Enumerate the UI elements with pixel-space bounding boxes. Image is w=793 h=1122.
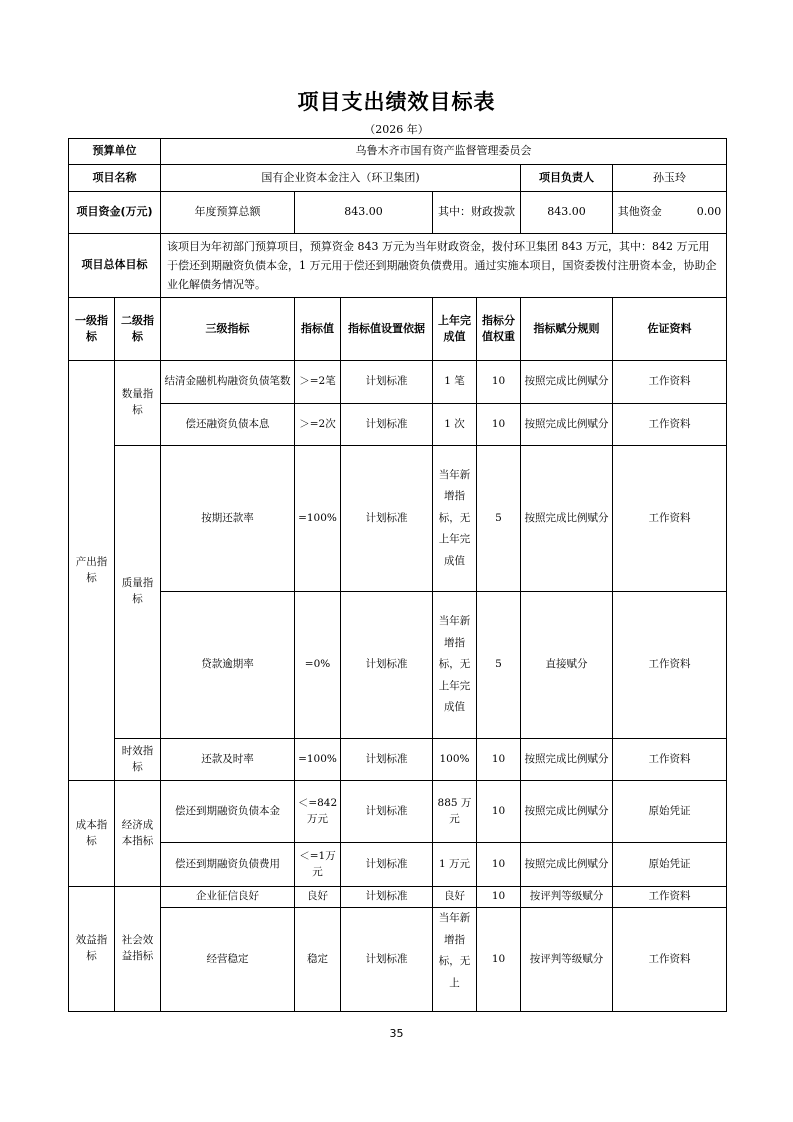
indicator-last-year: 100%: [433, 739, 477, 781]
project-owner-value: 孙玉玲: [613, 165, 727, 192]
funds-row: [69, 192, 727, 234]
indicator-value: ＞=2笔: [295, 361, 341, 404]
indicator-basis: 计划标准: [341, 446, 433, 592]
group-output-timeliness: 时效指标: [115, 739, 161, 781]
other-funds-value: 0.00: [696, 205, 722, 219]
page-title: 项目支出绩效目标表: [297, 90, 496, 114]
other-funds-label: 其他资金: [617, 205, 662, 219]
indicator-basis: 计划标准: [341, 739, 433, 781]
performance-table: [68, 138, 727, 1012]
indicator-basis: 计划标准: [341, 887, 433, 908]
col-last-year: 上年完成值: [433, 298, 477, 361]
budget-unit-row: [69, 139, 727, 165]
indicator-rule: 按评判等级赋分: [521, 887, 613, 908]
total-budget-value: 843.00: [295, 192, 433, 234]
group-output: 产出指标: [69, 361, 115, 781]
project-name-label: 项目名称: [69, 165, 161, 192]
indicator-weight: 10: [477, 739, 521, 781]
indicator-value: 良好: [295, 887, 341, 908]
indicator-name: 偿还到期融资负债本金: [161, 781, 295, 843]
indicator-weight: 10: [477, 781, 521, 843]
indicator-evidence: 工作资料: [613, 404, 727, 446]
indicator-name: 还款及时率: [161, 739, 295, 781]
indicator-last-year-text: 当年新增指标，无上: [438, 912, 471, 989]
year-label: （2026 年）: [364, 123, 429, 136]
indicator-name: 结清金融机构融资负债笔数: [161, 361, 295, 404]
indicator-last-year: 1 次: [433, 404, 477, 446]
table-row: [69, 446, 727, 592]
group-benefit-social: 社会效益指标: [115, 887, 161, 1012]
group-cost: 成本指标: [69, 781, 115, 887]
indicator-basis: 计划标准: [341, 843, 433, 887]
indicator-last-year: [433, 908, 477, 1012]
col-value: 指标值: [295, 298, 341, 361]
indicator-rule: 按照完成比例赋分: [521, 361, 613, 404]
group-output-quality: 质量指标: [115, 446, 161, 739]
indicator-last-year: 当年新增指标，无上年完成值: [433, 592, 477, 739]
indicator-name: 按期还款率: [161, 446, 295, 592]
table-row: [69, 404, 727, 446]
indicator-rule: 按照完成比例赋分: [521, 446, 613, 592]
col-evidence: 佐证资料: [613, 298, 727, 361]
col-rule: 指标赋分规则: [521, 298, 613, 361]
group-output-quantity: 数量指标: [115, 361, 161, 446]
indicator-basis: 计划标准: [341, 592, 433, 739]
indicator-last-year: 1 万元: [433, 843, 477, 887]
indicator-evidence: 工作资料: [613, 908, 727, 1012]
goal-label: 项目总体目标: [69, 234, 161, 298]
indicator-weight: 10: [477, 887, 521, 908]
indicator-basis: 计划标准: [341, 781, 433, 843]
other-funds-cell: [613, 192, 727, 234]
table-row: [69, 908, 727, 1012]
indicator-rule: 按照完成比例赋分: [521, 843, 613, 887]
indicator-value: ＞=2次: [295, 404, 341, 446]
project-owner-label: 项目负责人: [521, 165, 613, 192]
indicator-evidence: 原始凭证: [613, 781, 727, 843]
group-benefit: 效益指标: [69, 887, 115, 1012]
indicator-value: =100%: [295, 739, 341, 781]
indicator-last-year: 1 笔: [433, 361, 477, 404]
indicator-evidence: 原始凭证: [613, 843, 727, 887]
indicator-rule: 按照完成比例赋分: [521, 781, 613, 843]
column-header-row: [69, 298, 727, 361]
indicator-evidence: 工作资料: [613, 592, 727, 739]
indicator-basis: 计划标准: [341, 361, 433, 404]
budget-unit-value: 乌鲁木齐市国有资产监督管理委员会: [161, 139, 727, 165]
goal-row: [69, 234, 727, 298]
indicator-value: =100%: [295, 446, 341, 592]
indicator-weight: 10: [477, 404, 521, 446]
group-cost-economic: 经济成本指标: [115, 781, 161, 887]
indicator-value: ＜=842万元: [295, 781, 341, 843]
col-level2: 二级指标: [115, 298, 161, 361]
project-name-row: [69, 165, 727, 192]
indicator-value: 稳定: [295, 908, 341, 1012]
funds-label: 项目资金(万元): [69, 192, 161, 234]
indicator-value: =0%: [295, 592, 341, 739]
budget-unit-label: 预算单位: [69, 139, 161, 165]
table-row: [69, 361, 727, 404]
indicator-evidence: 工作资料: [613, 887, 727, 908]
indicator-rule: 按照完成比例赋分: [521, 739, 613, 781]
col-level3: 三级指标: [161, 298, 295, 361]
table-row: [69, 887, 727, 908]
indicator-name: 企业征信良好: [161, 887, 295, 908]
fiscal-value: 843.00: [521, 192, 613, 234]
col-level1: 一级指标: [69, 298, 115, 361]
indicator-last-year: 当年新增指标，无上年完成值: [433, 446, 477, 592]
indicator-evidence: 工作资料: [613, 361, 727, 404]
indicator-weight: 10: [477, 908, 521, 1012]
indicator-value: ＜=1万元: [295, 843, 341, 887]
indicator-basis: 计划标准: [341, 404, 433, 446]
project-name-value: 国有企业资本金注入（环卫集团): [161, 165, 521, 192]
page-number: 35: [389, 1027, 404, 1040]
table-row: [69, 739, 727, 781]
indicator-name: 偿还到期融资负债费用: [161, 843, 295, 887]
indicator-name: 偿还融资负债本息: [161, 404, 295, 446]
indicator-rule: 按照完成比例赋分: [521, 404, 613, 446]
indicator-last-year: 良好: [433, 887, 477, 908]
indicator-rule: 直接赋分: [521, 592, 613, 739]
indicator-evidence: 工作资料: [613, 446, 727, 592]
indicator-basis: 计划标准: [341, 908, 433, 1012]
indicator-evidence: 工作资料: [613, 739, 727, 781]
fiscal-label: 其中：财政拨款: [433, 192, 521, 234]
total-budget-label: 年度预算总额: [161, 192, 295, 234]
indicator-rule: 按评判等级赋分: [521, 908, 613, 1012]
goal-text: 该项目为年初部门预算项目，预算资金 843 万元为当年财政资金，拨付环卫集团 843 万元，其中：842 万元用于偿还到期融资负债本金，1 万元用于偿还到期融资负债费用。通过实施本项目，国资委拨付注册资本金，协助企业化解债务情况等。: [161, 234, 727, 298]
indicator-last-year: 885 万元: [433, 781, 477, 843]
table-row: [69, 781, 727, 843]
indicator-weight: 10: [477, 843, 521, 887]
col-weight: 指标分值权重: [477, 298, 521, 361]
col-basis: 指标值设置依据: [341, 298, 433, 361]
table-row: [69, 843, 727, 887]
table-row: [69, 592, 727, 739]
indicator-weight: 5: [477, 446, 521, 592]
indicator-weight: 5: [477, 592, 521, 739]
indicator-name: 经营稳定: [161, 908, 295, 1012]
indicator-name: 贷款逾期率: [161, 592, 295, 739]
indicator-weight: 10: [477, 361, 521, 404]
